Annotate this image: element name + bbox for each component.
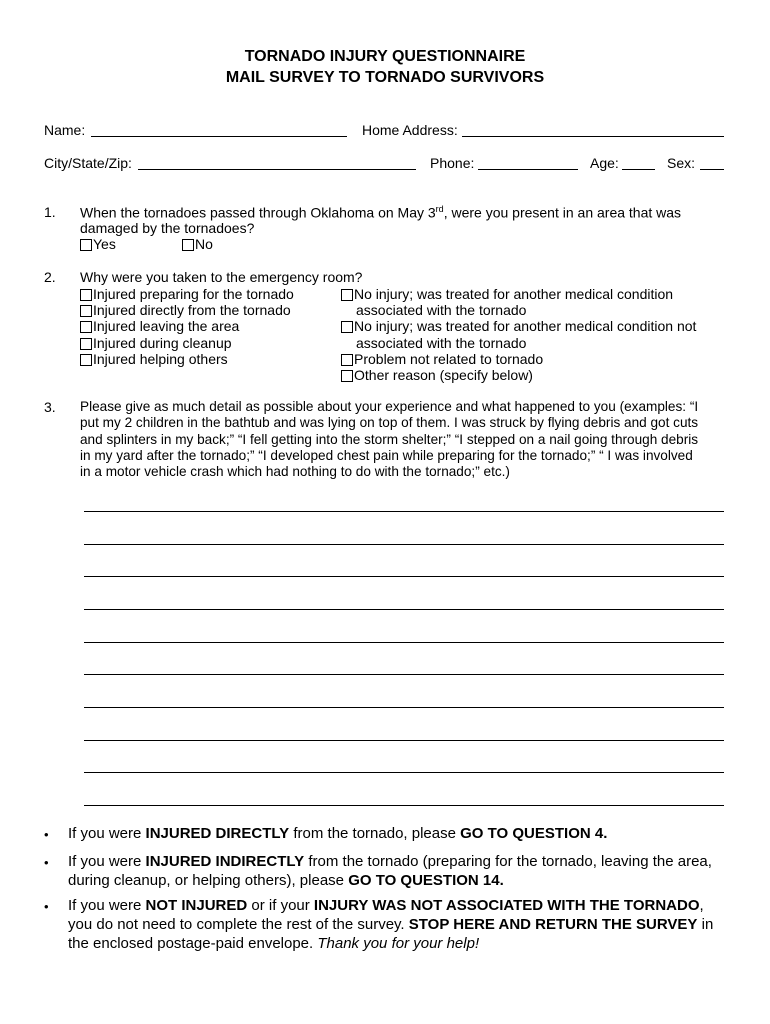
q1-option-no-label: No xyxy=(195,236,213,252)
q2-right-option-label: No injury; was treated for another medical condition not xyxy=(354,318,697,334)
answer-line[interactable] xyxy=(84,740,724,741)
q2-left-option-label: Injured directly from the tornado xyxy=(93,302,291,318)
q2-right-option-label: Problem not related to tornado xyxy=(354,351,544,367)
q2-left-option-label: Injured leaving the area xyxy=(93,318,240,334)
q2-right-option[interactable] xyxy=(341,318,696,334)
checkbox[interactable] xyxy=(341,354,353,366)
instruction-emphasis: NOT INJURED xyxy=(145,897,248,914)
instruction-emphasis: STOP HERE AND RETURN THE SURVEY xyxy=(408,916,698,933)
q2-right-option[interactable] xyxy=(341,351,543,367)
answer-line[interactable] xyxy=(84,642,724,643)
instruction-injured-indirectly xyxy=(68,852,728,890)
checkbox[interactable] xyxy=(80,321,92,333)
instruction-emphasis: GO TO QUESTION 4. xyxy=(460,825,608,842)
q1-text-b: , were you present in an area that was xyxy=(443,204,682,221)
answer-line[interactable] xyxy=(84,544,724,545)
q2-right-option-continuation: associated with the tornado xyxy=(356,302,527,318)
q2-number: 2. xyxy=(44,269,56,285)
home-address-label: Home Address: xyxy=(362,122,458,138)
checkbox[interactable] xyxy=(341,289,353,301)
title-line-2: MAIL SURVEY TO TORNADO SURVIVORS xyxy=(225,69,545,86)
instruction-emphasis: INJURED DIRECTLY xyxy=(145,825,290,842)
instruction-text: or if your xyxy=(247,897,314,914)
name-label: Name: xyxy=(44,122,86,138)
q3-text xyxy=(80,399,730,480)
home-address-field[interactable] xyxy=(462,136,724,137)
q3-text-line: in a motor vehicle crash which had nothing to do with the tornado;” etc.) xyxy=(80,464,510,480)
q2-left-option[interactable] xyxy=(80,335,232,351)
bullet-icon: • xyxy=(44,855,49,870)
q1-text-a: When the tornadoes passed through Oklahoma on May 3 xyxy=(80,204,436,221)
q2-text: Why were you taken to the emergency room? xyxy=(80,269,363,285)
q1-text-sup: rd xyxy=(435,204,444,214)
answer-line[interactable] xyxy=(84,805,724,806)
instruction-emphasis: GO TO QUESTION 14. xyxy=(348,872,504,889)
q1-text-line2: damaged by the tornadoes? xyxy=(80,220,255,236)
q3-text-line: and splinters in my back;” “I fell getting into the storm shelter;” “I stepped on a nail going through debris xyxy=(80,431,699,447)
city-label: City/State/Zip: xyxy=(44,155,132,171)
q2-left-option-label: Injured preparing for the tornado xyxy=(93,286,294,302)
q1-option-yes-label: Yes xyxy=(93,236,116,252)
checkbox[interactable] xyxy=(80,338,92,350)
checkbox[interactable] xyxy=(80,305,92,317)
q2-left-option-label: Injured helping others xyxy=(93,351,228,367)
checkbox[interactable] xyxy=(341,321,353,333)
q2-right-option-label: Other reason (specify below) xyxy=(354,367,533,383)
phone-field[interactable] xyxy=(478,169,578,170)
instruction-not-injured xyxy=(68,896,728,953)
q2-left-option[interactable] xyxy=(80,302,291,318)
bullet-icon: • xyxy=(44,827,49,842)
answer-line[interactable] xyxy=(84,674,724,675)
instruction-text: from the tornado, please xyxy=(289,825,461,842)
answer-line[interactable] xyxy=(84,576,724,577)
instruction-thanks: Thank you for your help! xyxy=(317,935,480,952)
instruction-emphasis: INJURY WAS NOT ASSOCIATED WITH THE TORNADO xyxy=(313,897,700,914)
q3-text-line: Please give as much detail as possible about your experience and what happened to you (examples: “I xyxy=(80,399,699,414)
checkbox-yes[interactable] xyxy=(80,239,92,251)
instruction-text: in the enclosed postage-paid envelope. xyxy=(68,916,714,952)
q2-right-option[interactable] xyxy=(341,367,533,383)
q1-number: 1. xyxy=(44,204,56,220)
age-field[interactable] xyxy=(622,169,655,170)
q2-right-option-label: No injury; was treated for another medical condition xyxy=(354,286,674,302)
q2-right-option-continuation: associated with the tornado xyxy=(356,335,527,351)
checkbox[interactable] xyxy=(341,370,353,382)
q3-text-line: put my 2 children in the bathtub and was lying on top of them. I was struck by flying debris and got cuts xyxy=(80,415,699,431)
q2-left-option[interactable] xyxy=(80,351,228,367)
checkbox-no[interactable] xyxy=(182,239,194,251)
q2-left-option-label: Injured during cleanup xyxy=(93,335,232,351)
q2-left-option[interactable] xyxy=(80,318,239,334)
answer-line[interactable] xyxy=(84,609,724,610)
q2-left-option[interactable] xyxy=(80,286,294,302)
instruction-injured-directly xyxy=(68,824,728,843)
checkbox[interactable] xyxy=(80,354,92,366)
name-field[interactable] xyxy=(91,136,347,137)
q1-option-yes[interactable] xyxy=(80,236,116,252)
q3-text-line: in my yard after the tornado;” “I developed chest pain while preparing for the tornado;” “ I was involved xyxy=(80,447,693,463)
bullet-icon: • xyxy=(44,899,49,914)
q1-text xyxy=(80,204,681,221)
answer-line[interactable] xyxy=(84,772,724,773)
checkbox[interactable] xyxy=(80,289,92,301)
q1-option-no[interactable] xyxy=(182,236,213,252)
title-line-1: TORNADO INJURY QUESTIONNAIRE xyxy=(244,48,526,65)
phone-label: Phone: xyxy=(430,155,475,171)
answer-line[interactable] xyxy=(84,707,724,708)
sex-label: Sex: xyxy=(667,155,696,171)
city-state-zip-field[interactable] xyxy=(138,169,416,170)
instruction-emphasis: INJURED INDIRECTLY xyxy=(145,853,305,870)
instruction-text: , you do not need to complete the rest of the survey. xyxy=(68,897,704,933)
age-label: Age: xyxy=(590,155,619,171)
q2-right-option[interactable] xyxy=(341,286,673,302)
q3-number: 3. xyxy=(44,399,56,415)
sex-field[interactable] xyxy=(700,169,724,170)
instruction-text: from the tornado (preparing for the tornado, leaving the area, during cleanup, or helping others), please xyxy=(68,853,712,889)
answer-line[interactable] xyxy=(84,511,724,512)
instruction-text: If you were xyxy=(68,897,146,914)
instruction-text: If you were xyxy=(68,825,146,842)
instruction-text: If you were xyxy=(68,853,146,870)
